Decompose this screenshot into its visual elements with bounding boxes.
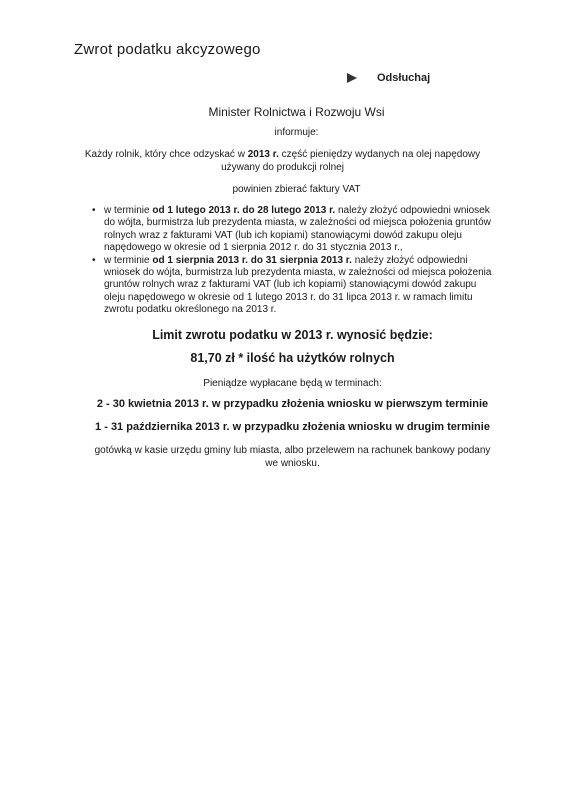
bullet-text: należy złożyć odpowiedni wniosek do wójta, burmistrza lub prezydenta miasta, w zależności od miejsca położenia gruntów rolnych wraz z fakturami VAT (lub ich kopiami) stanowiącymi dowód zakupu oleju napędowego w okresie od 1 lutego 2013 r. do 31 lipca 2013 r. w ramach limitu zwrotu podatku określonego na 2013 r. <box>104 254 492 316</box>
intro-after: część pieniędzy wydanych na olej napędowy używany do produkcji rolnej <box>221 149 481 173</box>
limit-heading: Limit zwrotu podatku w 2013 r. wynosić będzie: <box>152 328 433 342</box>
bullet-prefix: w terminie <box>104 205 153 216</box>
bullet-period: od 1 sierpnia 2013 r. do 31 sierpnia 2013 r. <box>152 254 352 266</box>
intro-year: 2013 r. <box>247 149 279 160</box>
play-icon <box>347 73 357 83</box>
payout-term-first: 2 - 30 kwietnia 2013 r. w przypadku złożenia wniosku w pierwszym terminie <box>96 398 489 410</box>
list-item <box>92 205 492 255</box>
intro-before: Każdy rolnik, który chce odzyskać w <box>84 149 248 160</box>
bullet-icon: • <box>92 205 96 216</box>
ministry-heading: Minister Rolnictwa i Rozwoju Wsi <box>208 105 385 119</box>
informs-line: informuje: <box>274 127 319 138</box>
payout-term-second: 1 - 31 października 2013 r. w przypadku złożenia wniosku w drugim terminie <box>95 421 490 433</box>
listen-button[interactable] <box>347 72 430 84</box>
bullet-icon: • <box>92 254 96 266</box>
intro-paragraph <box>0 148 565 174</box>
listen-label: Odsłuchaj <box>377 72 431 84</box>
closing-paragraph: gotówką w kasie urzędu gminy lub miasta, albo przelewem na rachunek bankowy podany we wniosku. <box>94 445 491 469</box>
bullet-text: należy złożyć odpowiedni wniosek do wójta, burmistrza lub prezydenta miasta, w zależności od miejsca położenia gruntów rolnych wraz z fakturami VAT (lub ich kopiami) stanowiącymi dowód zakupu oleju napędowego w okresie od 1 sierpnia 2012 r. do 31 stycznia 2013 r., <box>104 205 491 254</box>
document-title: Zwrot podatku akcyzowego <box>74 41 261 58</box>
limit-formula: 81,70 zł * ilość ha użytków rolnych <box>190 351 395 365</box>
bullet-period: od 1 lutego 2013 r. do 28 lutego 2013 r. <box>152 205 336 216</box>
payout-intro: Pieniądze wypłacane będą w terminach: <box>203 378 382 389</box>
deadline-list <box>92 205 492 317</box>
collect-invoices-line: powinien zbierać faktury VAT <box>232 184 361 195</box>
list-item <box>92 255 492 317</box>
bullet-prefix: w terminie <box>104 254 153 266</box>
